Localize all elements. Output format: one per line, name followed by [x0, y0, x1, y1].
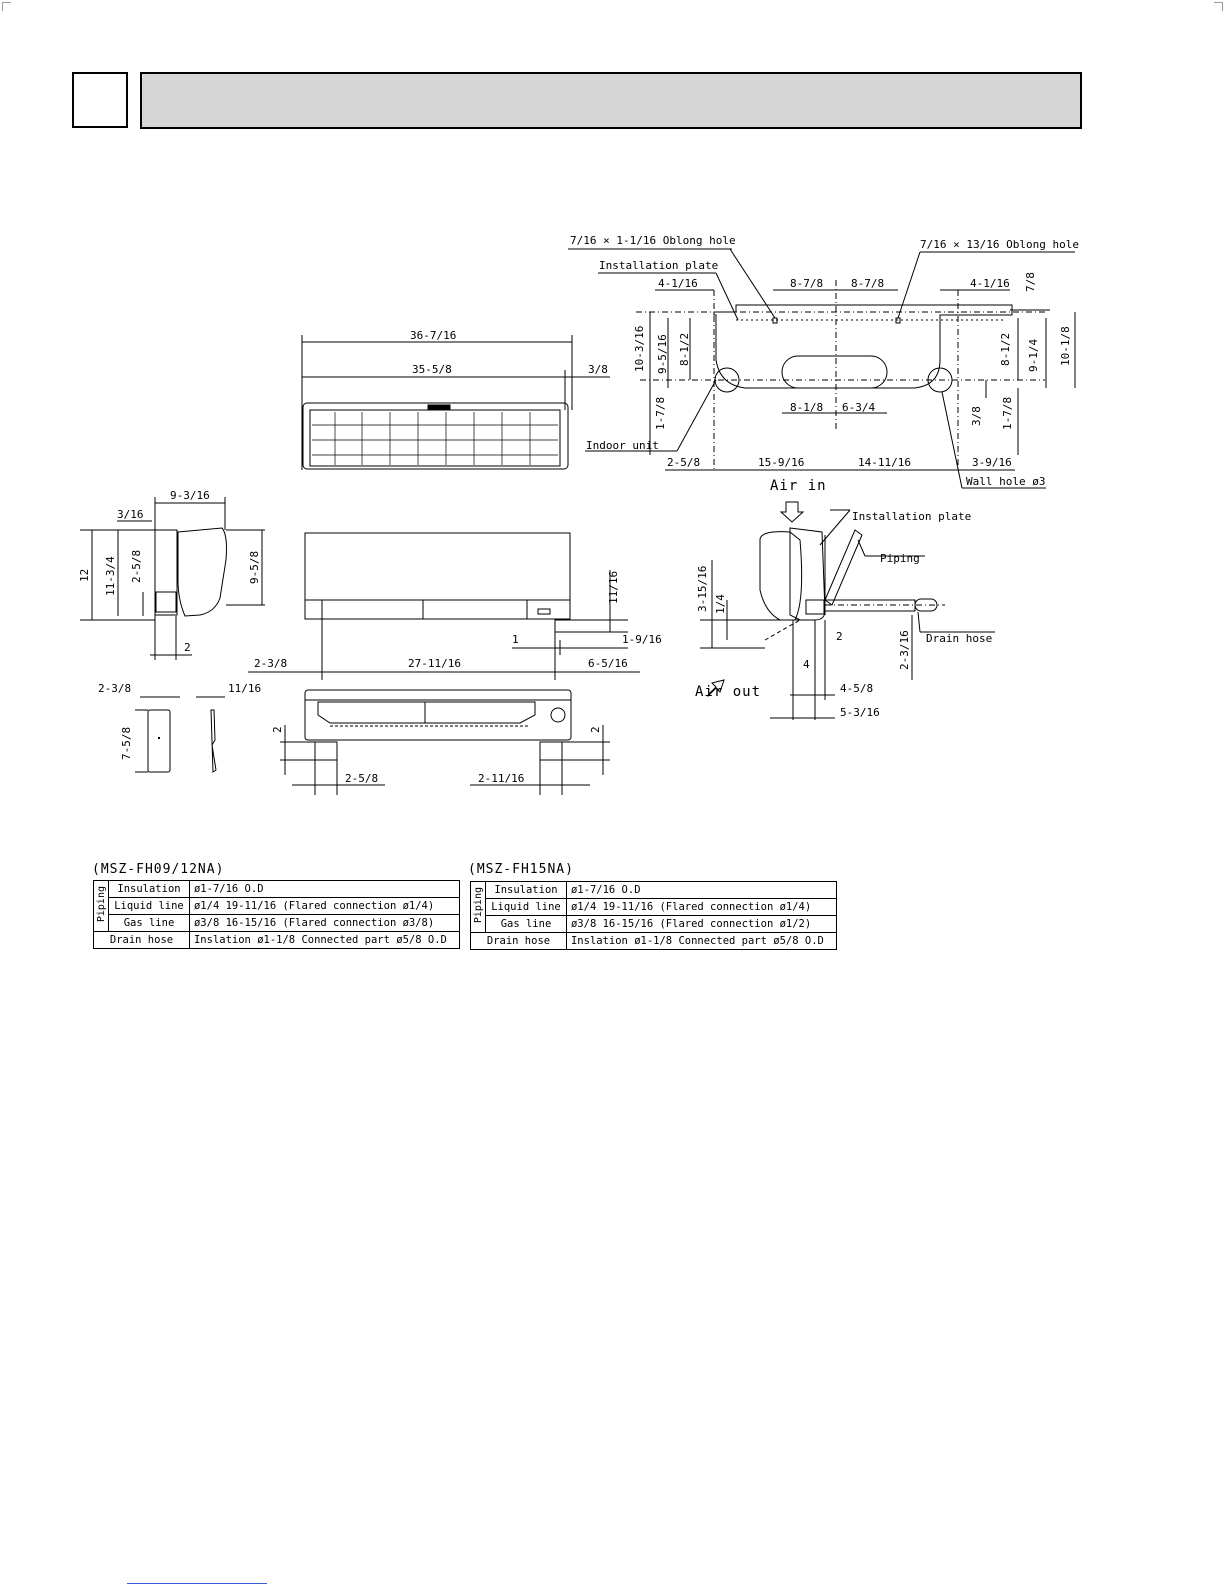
dim-label: 2-11/16	[478, 772, 525, 785]
indoor-unit-label: Indoor unit	[586, 439, 659, 452]
wall-hole-label: Wall hole ø3	[966, 475, 1046, 488]
installation-plate-label-2: Installation plate	[852, 510, 972, 523]
spec-row-value: ø1-7/16 O.D	[566, 882, 836, 899]
spec-row-value: ø3/8 16-15/16 (Flared connection ø1/2)	[566, 916, 836, 933]
dim-label: 2-3/8	[254, 657, 288, 670]
spec-row-value: ø1/4 19-11/16 (Flared connection ø1/4)	[566, 899, 836, 916]
dim-label: 11-3/4	[104, 556, 117, 596]
dim-label: 6-3/4	[842, 401, 876, 414]
dim-label: 1-7/8	[1001, 396, 1014, 430]
spec-row-label: Insulation	[486, 882, 567, 899]
dim-label: 27-11/16	[408, 657, 461, 670]
dim-label: 1	[512, 633, 519, 646]
dim-label: 12	[78, 568, 91, 582]
dim-label: 4	[803, 658, 810, 671]
oblong-hole-right-label: 7/16 × 13/16 Oblong hole	[920, 238, 1079, 251]
dim-label: 11/16	[607, 570, 620, 604]
spec-row-value: Inslation ø1-1/8 Connected part ø5/8 O.D	[566, 933, 836, 950]
spec-table-caption: (MSZ-FH15NA)	[468, 862, 574, 877]
dim-label: 1-9/16	[622, 633, 662, 646]
spec-row-label: Gas line	[486, 916, 567, 933]
dim-label: 1-7/8	[654, 396, 667, 430]
dim-label: 2	[836, 630, 843, 643]
dim-label: 3-15/16	[696, 565, 709, 612]
dim-label: 7/8	[1024, 272, 1037, 292]
dim-label: 2-3/16	[898, 630, 911, 670]
spec-row-label: Insulation	[109, 881, 190, 898]
dim-label: 3/8	[970, 406, 983, 426]
dim-label: 4-1/16	[970, 277, 1010, 290]
air-out-label: Air out	[695, 684, 762, 700]
air-in-label: Air in	[770, 478, 827, 494]
front-view	[302, 335, 610, 470]
piping-label: Piping	[880, 552, 920, 565]
dim-label: 7-5/8	[120, 726, 133, 760]
dim-label: 9-5/8	[248, 550, 261, 584]
dim-label: 1/4	[714, 594, 727, 614]
spec-row-value: ø1/4 19-11/16 (Flared connection ø1/4)	[189, 898, 459, 915]
footer-link[interactable]	[127, 1583, 267, 1584]
piping-group-label: Piping	[471, 882, 486, 933]
dim-label: 9-5/16	[656, 334, 669, 374]
dim-label: 3/8	[588, 363, 608, 376]
dim-label: 35-5/8	[412, 363, 452, 376]
dim-label: 11/16	[228, 682, 262, 695]
spec-row-label: Liquid line	[109, 898, 190, 915]
dim-label: 15-9/16	[758, 456, 805, 469]
installation-plate-label: Installation plate	[599, 259, 719, 272]
spec-table-fh15	[470, 881, 837, 950]
dim-label: 3/16	[117, 508, 144, 521]
dim-label: 10-1/8	[1059, 326, 1072, 366]
dim-label: 4-1/16	[658, 277, 698, 290]
spec-row-label: Drain hose	[94, 932, 190, 949]
spec-table-caption: (MSZ-FH09/12NA)	[92, 862, 225, 877]
dim-label: 9-3/16	[170, 489, 210, 502]
dim-label: 5-3/16	[840, 706, 880, 719]
spec-row-value: ø3/8 16-15/16 (Flared connection ø3/8)	[189, 915, 459, 932]
dim-label: 2-5/8	[667, 456, 701, 469]
drain-hose-label: Drain hose	[926, 632, 993, 645]
dim-label: 2	[184, 641, 191, 654]
dim-label: 2	[271, 726, 284, 733]
spec-row-value: Inslation ø1-1/8 Connected part ø5/8 O.D	[189, 932, 459, 949]
spec-row-value: ø1-7/16 O.D	[189, 881, 459, 898]
dim-label: 36-7/16	[410, 329, 457, 342]
oblong-hole-left-label: 7/16 × 1-1/16 Oblong hole	[570, 234, 736, 247]
dim-label: 8-7/8	[851, 277, 885, 290]
dim-label: 4-5/8	[840, 682, 874, 695]
dim-label: 8-1/2	[999, 332, 1012, 366]
dim-label: 14-11/16	[858, 456, 911, 469]
spec-table-fh09-12	[93, 880, 460, 949]
dim-label: 2-5/8	[345, 772, 379, 785]
dim-label: 8-1/8	[790, 401, 824, 414]
spec-row-label: Drain hose	[471, 933, 567, 950]
dim-label: 2-5/8	[130, 549, 143, 583]
dim-label: 10-3/16	[633, 325, 646, 372]
dim-label: 8-1/2	[678, 332, 691, 366]
piping-group-label: Piping	[94, 881, 109, 932]
bottom-view	[280, 690, 610, 795]
dim-label: 3-9/16	[972, 456, 1012, 469]
dim-label: 2-3/8	[98, 682, 132, 695]
dim-label: 9-1/4	[1027, 338, 1040, 372]
remote-view	[135, 697, 225, 772]
spec-row-label: Gas line	[109, 915, 190, 932]
dim-label: 2	[589, 726, 602, 733]
dim-label: 6-5/16	[588, 657, 628, 670]
dim-label: 8-7/8	[790, 277, 824, 290]
spec-row-label: Liquid line	[486, 899, 567, 916]
